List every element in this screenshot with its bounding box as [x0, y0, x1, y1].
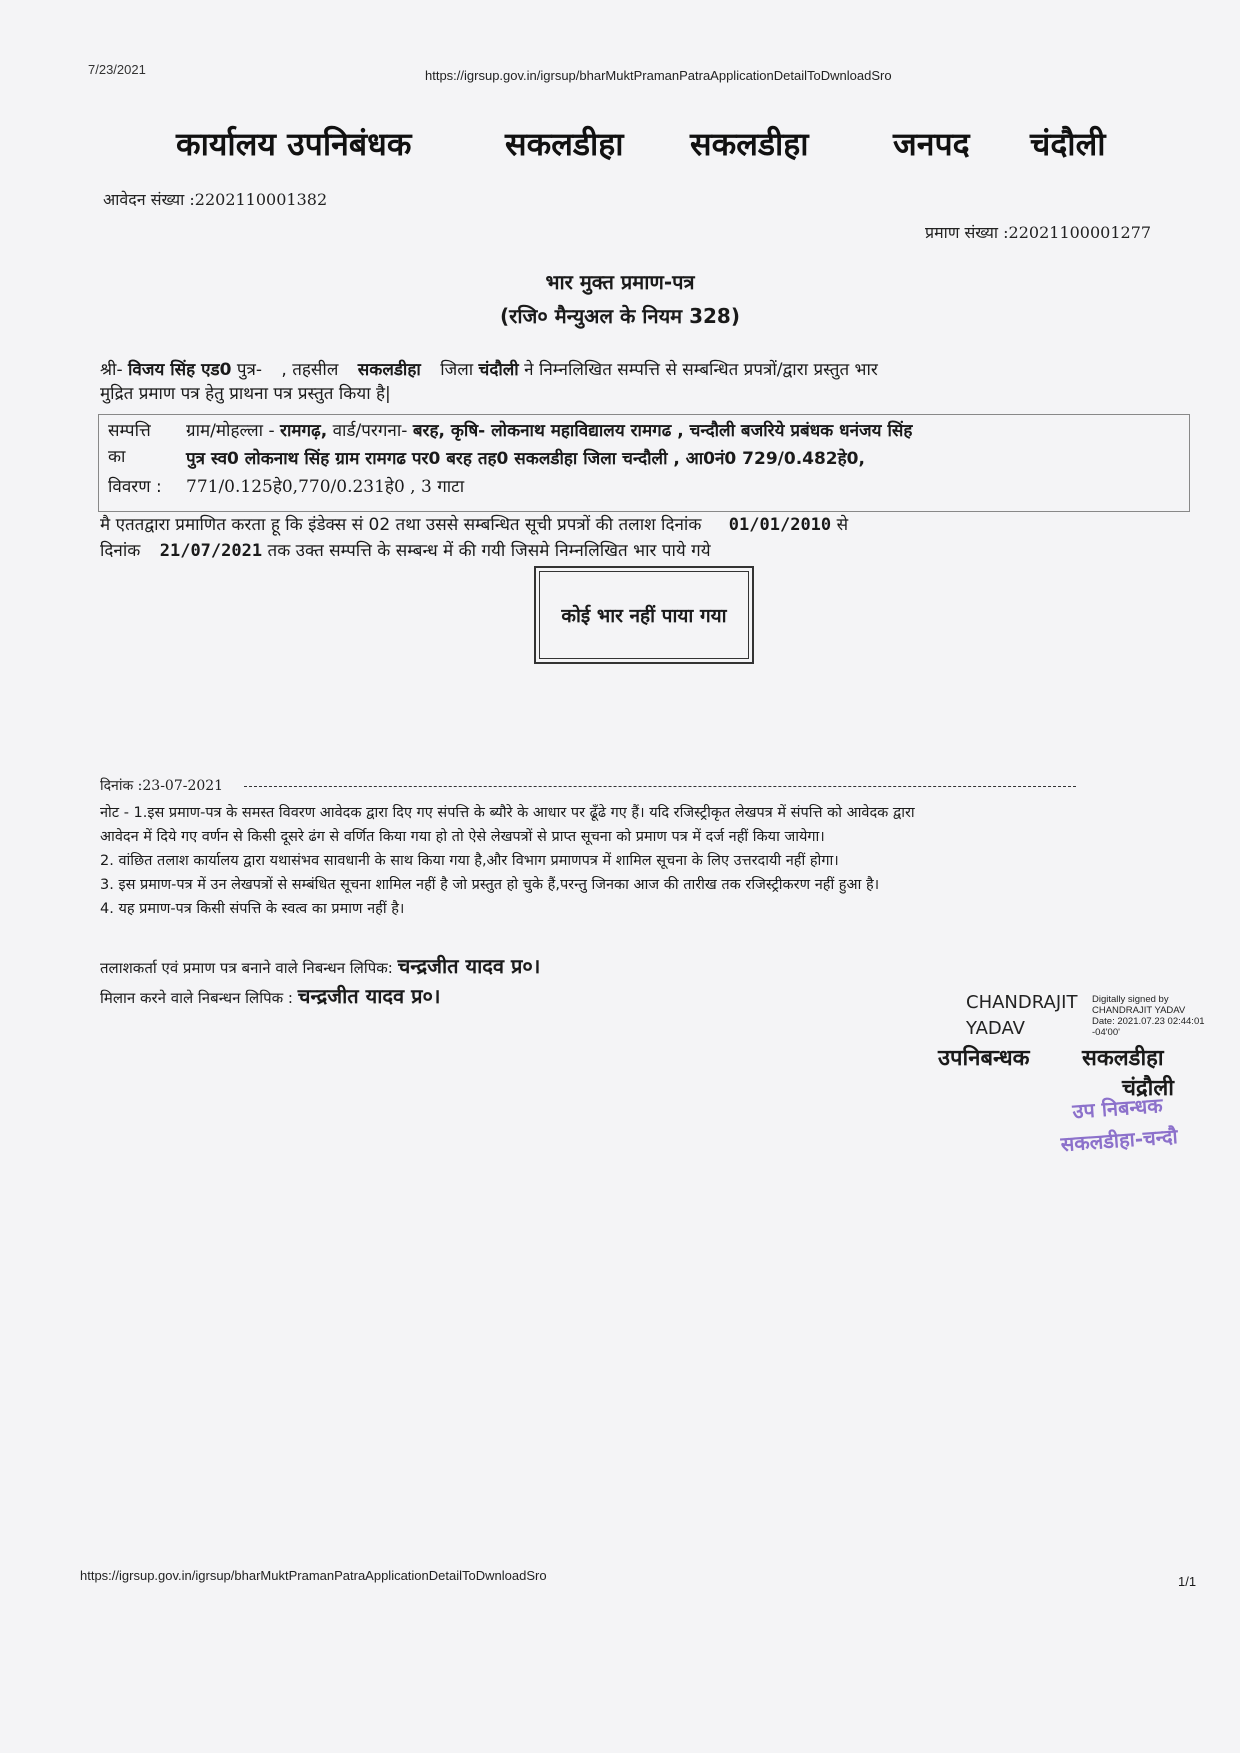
digital-line-2: CHANDRAJIT YADAV [1092, 1005, 1186, 1016]
intro-text-1: ने निम्नलिखित सम्पत्ति से सम्बन्धित प्रपत्रों/द्वारा प्रस्तुत भार [524, 360, 878, 380]
search-clerk-label: तलाशकर्ता एवं प्रमाण पत्र बनाने वाले निबन्धन लिपिक: [100, 959, 393, 977]
footer-url: https://igrsup.gov.in/igrsup/bharMuktPramanPatraApplicationDetailToDwnloadSro [80, 1568, 547, 1583]
stamp-line-1: उप निबन्धक [1071, 1093, 1164, 1124]
signer-sro: सकलडीहा [1082, 1046, 1164, 1071]
signer-name-2: YADAV [966, 1018, 1025, 1039]
page-number: 1/1 [1178, 1574, 1197, 1589]
cert-text-2: तक उक्त सम्पत्ति के सम्बन्ध में की गयी जिसमे निम्नलिखित भार पाये गये [267, 541, 711, 561]
sro-name-1: सकलडीहा [505, 125, 624, 163]
signer-district: चंद्रौली [1122, 1076, 1174, 1101]
stamp-line-2: सकलडीहा-चन्दौ [1059, 1124, 1179, 1157]
signer-name-1: CHANDRAJIT [966, 992, 1078, 1013]
property-line-2: पुत्र स्व0 लोकनाथ सिंह ग्राम रामगढ पर0 बरह तह0 सकलडीहा जिला चन्दौली , आ0नं0 729/0.482हे0, [186, 449, 865, 469]
note-1-cont: आवेदन में दिये गए वर्णन से किसी दूसरे ढंग से वर्णित किया गया हो तो ऐसे लेखपत्रों से प्राप्त सूचना को प्रमाण पत्र में दर्ज नहीं किया जायेगा। [100, 829, 825, 845]
tehsil-name: सकलडीहा [357, 360, 421, 380]
intro-comma: , [281, 360, 287, 380]
note-2: 2. वांछित तलाश कार्यालय द्वारा यथासंभव सावधानी के साथ किया गया है,और विभाग प्रमाणपत्र में शामिल सूचना के लिए उत्तरदायी नहीं होगा। [100, 853, 839, 869]
verify-clerk-label: मिलान करने वाले निबन्धन लिपिक : [100, 989, 293, 1007]
digital-line-1: Digitally signed by [1092, 994, 1169, 1005]
signer-title: उपनिबन्धक [938, 1046, 1030, 1071]
intro-paragraph [100, 358, 1180, 406]
certificate-subtitle: (रजि० मैन्युअल के नियम 328) [500, 304, 740, 328]
digital-line-3: Date: 2021.07.23 02:44:01 [1092, 1016, 1205, 1027]
district-label: जनपद [893, 125, 970, 163]
from-date: 01/01/2010 [728, 515, 832, 535]
search-clerk-name: चन्द्रजीत यादव प्र०। [397, 954, 541, 978]
divider-line [244, 786, 1076, 787]
print-url: https://igrsup.gov.in/igrsup/bharMuktPramanPatraApplicationDetailToDwnloadSro [425, 68, 892, 83]
office-stamp [1057, 1084, 1240, 1176]
sro-name-2: सकलडीहा [690, 125, 809, 163]
intro-district-name: चंदौली [478, 360, 519, 380]
to-date: 21/07/2021 [159, 541, 263, 561]
result-text: कोई भार नहीं पाया गया [539, 571, 749, 659]
tehsil-label: तहसील [292, 360, 339, 380]
digital-line-4: -04'00' [1092, 1027, 1120, 1038]
village-label: ग्राम/मोहल्ला - [186, 421, 275, 441]
property-line-3: 771/0.125हे0,770/0.231हे0 , 3 गाटा [186, 477, 465, 497]
cert-se: से [836, 515, 849, 535]
cert-text-1: मै एततद्वारा प्रमाणित करता हू कि इंडेक्स सं 02 तथा उससे सम्बन्धित सूची प्रपत्रों की तलाश दिनांक [100, 515, 702, 535]
result-box [534, 566, 754, 664]
property-line-1 [186, 418, 912, 441]
office-title: कार्यालय उपनिबंधक [176, 125, 412, 163]
digital-signature [1092, 994, 1205, 1038]
search-clerk [100, 952, 540, 979]
verify-clerk [100, 982, 440, 1009]
note-4: 4. यह प्रमाण-पत्र किसी संपत्ति के स्वत्व का प्रमाण नहीं है। [100, 901, 405, 917]
intro-prefix: श्री- [100, 360, 123, 380]
note-3: 3. इस प्रमाण-पत्र में उन लेखपत्रों से सम्बंधित सूचना शामिल नहीं है जो प्रस्तुत हो चुके हैं,परन्तु जिनका आज की तारीख तक रजिस्ट्रीकरण नहीं हुआ है। [100, 877, 880, 893]
cert-dinank: दिनांक [100, 541, 141, 561]
dated: दिनांक :23-07-2021 [100, 778, 224, 794]
verify-clerk-name: चन्द्रजीत यादव प्र०। [297, 984, 441, 1008]
application-number: आवेदन संख्या :2202110001382 [103, 190, 328, 209]
intro-district-label: जिला [440, 360, 474, 380]
intro-text-2: मुद्रित प्रमाण पत्र हेतु प्राथना पत्र प्रस्तुत किया है| [100, 384, 391, 404]
print-date: 7/23/2021 [88, 62, 146, 77]
village-name: रामगढ़, [280, 421, 328, 441]
certificate-number: प्रमाण संख्या :22021100001277 [925, 223, 1152, 242]
certification-paragraph [100, 512, 1200, 564]
property-label-2: का [108, 447, 126, 467]
certificate-title: भार मुक्त प्रमाण-पत्र [545, 270, 695, 294]
property-label-3: विवरण : [108, 477, 162, 497]
note-1: नोट - 1.इस प्रमाण-पत्र के समस्त विवरण आवेदक द्वारा दिए गए संपत्ति के ब्यौरे के आधार पर ढूँढे गए हैं। यदि रजिस्ट्रीकृत लेखपत्र में संपत्ति को आवेदक द्वारा [100, 805, 915, 821]
property-label-1: सम्पत्ति [108, 421, 151, 441]
son-of-label: पुत्र- [236, 360, 262, 380]
applicant-name: विजय सिंह एड0 [127, 360, 232, 380]
district-name: चंदौली [1030, 125, 1106, 163]
ward-label: वार्ड/परगना- [332, 421, 408, 441]
property-line-1-text: बरह, कृषि- लोकनाथ महाविद्यालय रामगढ , चन्दौली बजरिये प्रबंधक धनंजय सिंह [412, 421, 913, 441]
